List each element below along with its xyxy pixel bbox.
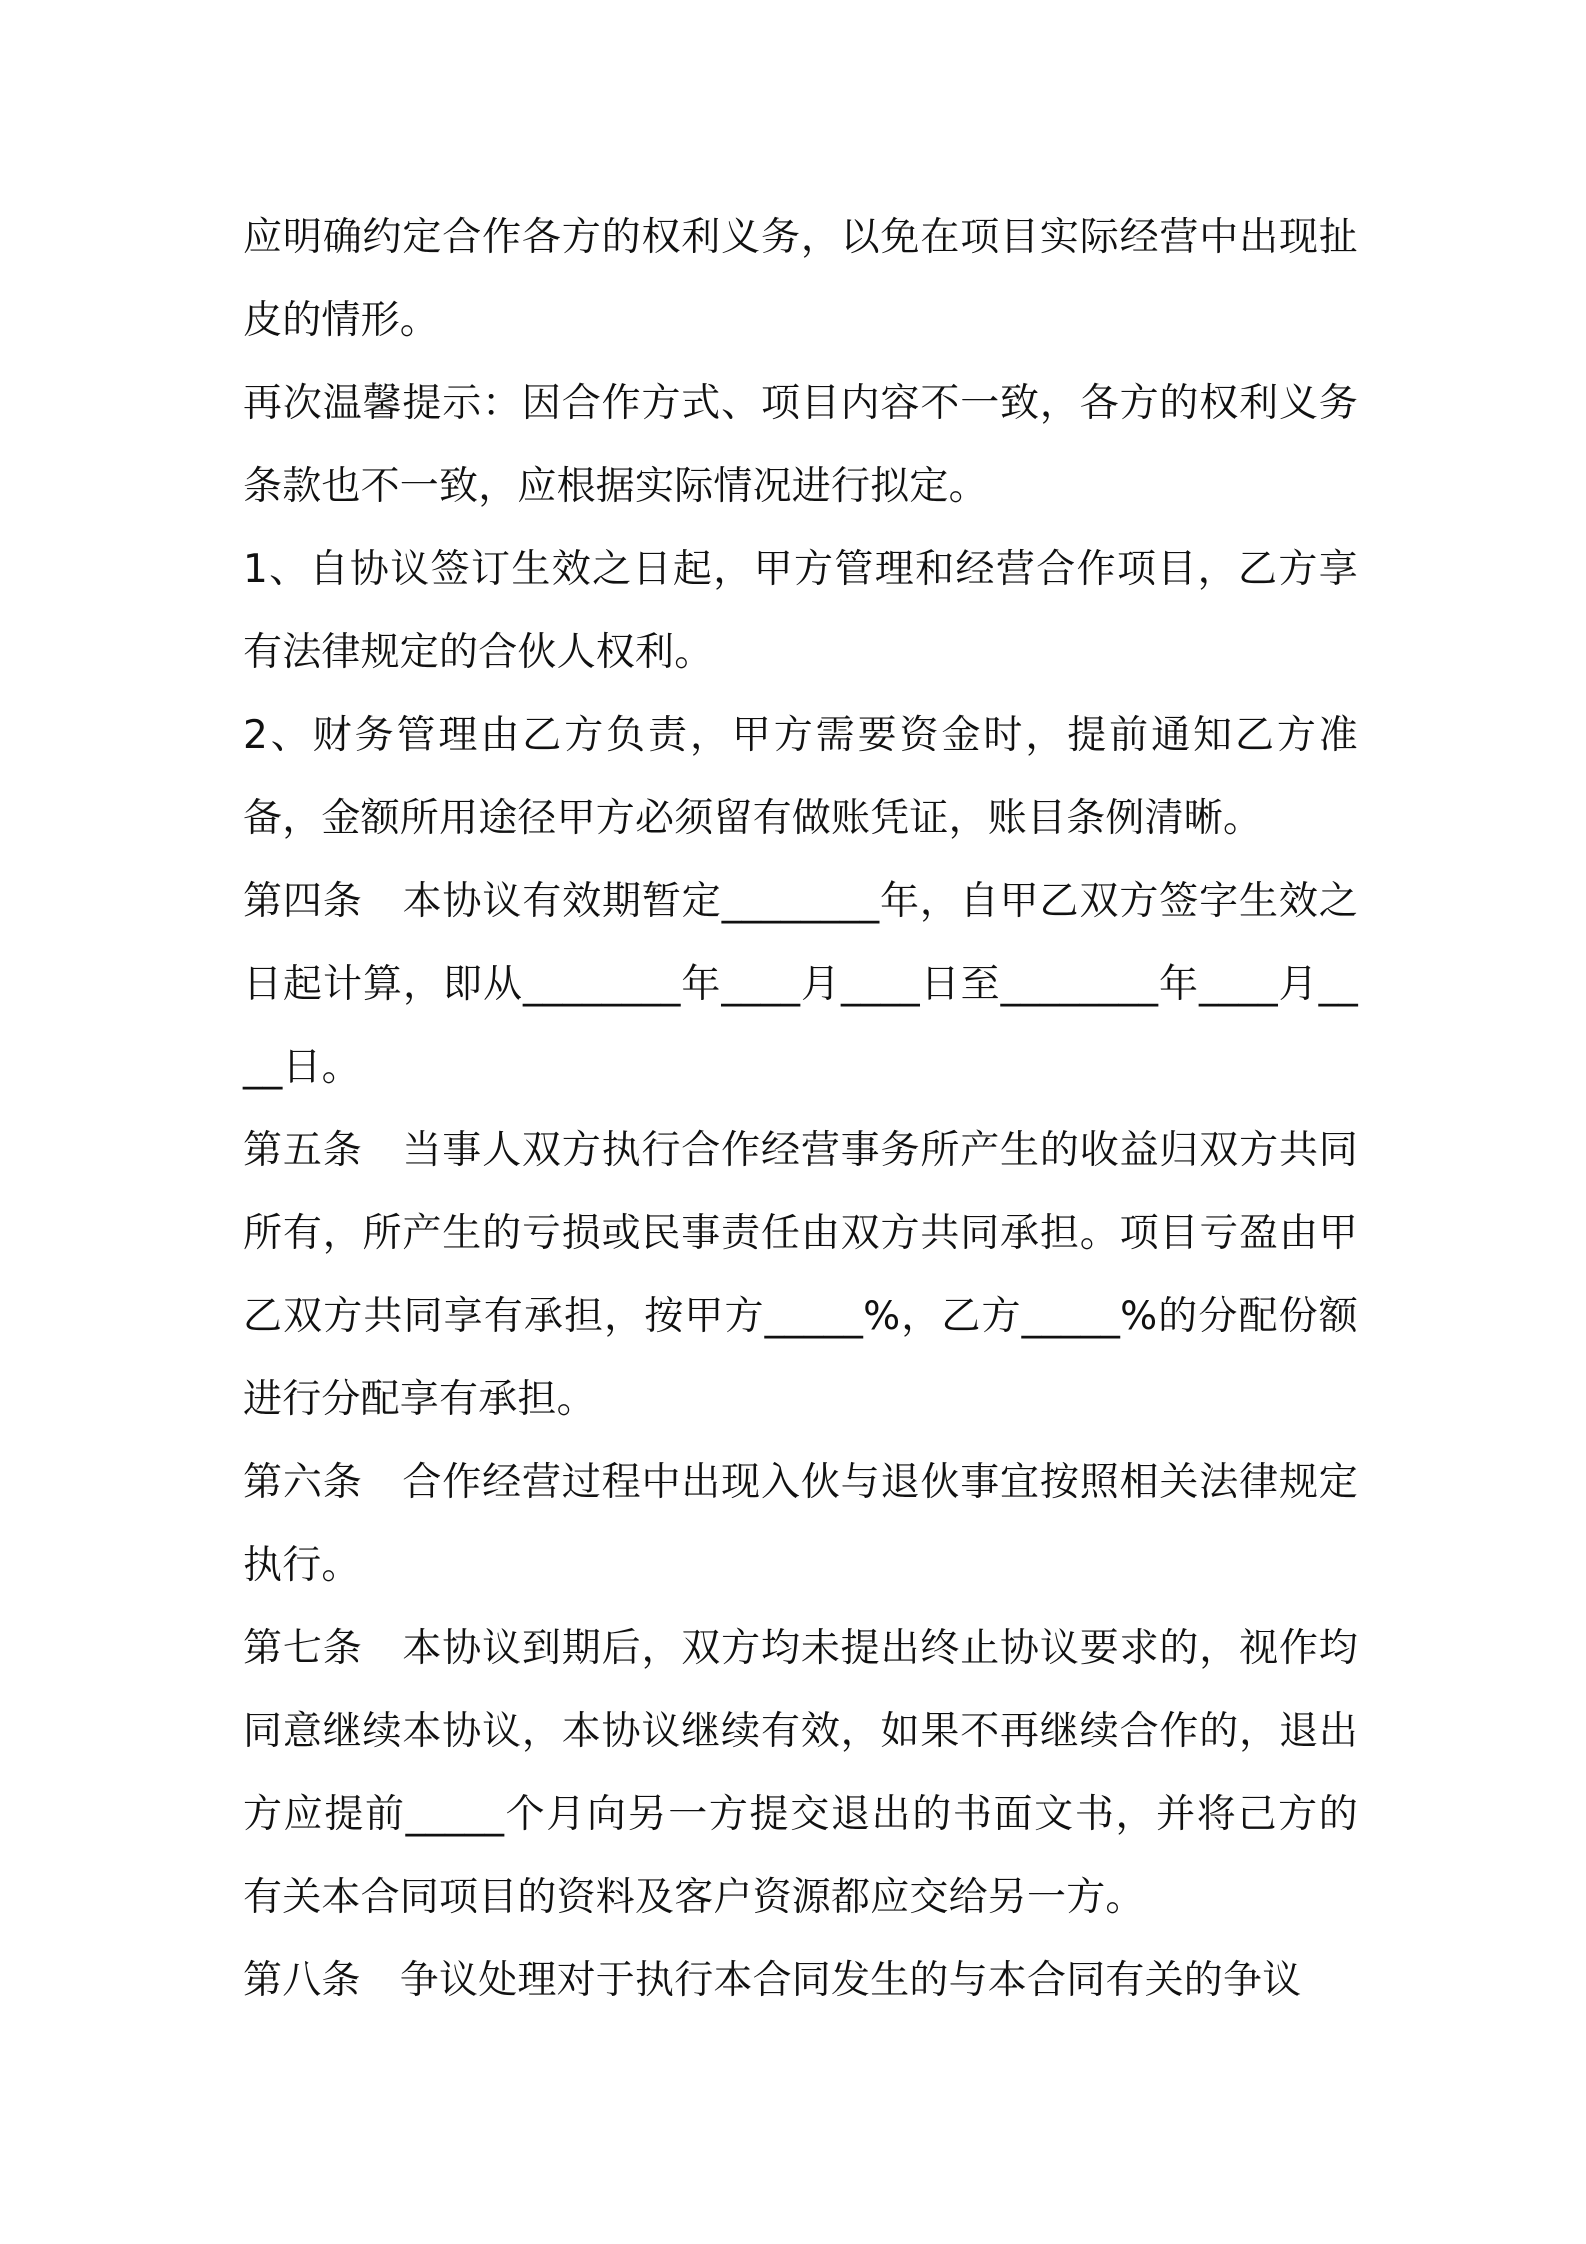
paragraph-article-4: 第四条 本协议有效期暂定________年，自甲乙双方签字生效之日起计算，即从________年____月____日至________年____月____日。 [243, 879, 1358, 1090]
paragraph-article-6: 第六条 合作经营过程中出现入伙与退伙事宜按照相关法律规定执行。 [243, 1460, 1358, 1588]
paragraph-article-7: 第七条 本协议到期后，双方均未提出终止协议要求的，视作均同意继续本协议，本协议继续有效，如果不再继续合作的，退出方应提前_____个月向另一方提交退出的书面文书，并将己方的有关本合同项目的资料及客户资源都应交给另一方。 [243, 1626, 1358, 1920]
paragraph-article-5: 第五条 当事人双方执行合作经营事务所产生的收益归双方共同所有，所产生的亏损或民事责任由双方共同承担。项目亏盈由甲乙双方共同享有承担，按甲方_____%，乙方_____%的分配份额进行分配享有承担。 [243, 1128, 1358, 1422]
paragraph-reminder: 再次温馨提示：因合作方式、项目内容不一致，各方的权利义务条款也不一致，应根据实际情况进行拟定。 [243, 381, 1358, 509]
paragraph-rights-obligations: 应明确约定合作各方的权利义务，以免在项目实际经营中出现扯皮的情形。 [243, 215, 1358, 343]
paragraph-clause-1: 1、自协议签订生效之日起，甲方管理和经营合作项目，乙方享有法律规定的合伙人权利。 [243, 547, 1358, 675]
document-body [243, 196, 1358, 2022]
paragraph-clause-2: 2、财务管理由乙方负责，甲方需要资金时，提前通知乙方准备，金额所用途径甲方必须留有做账凭证，账目条例清晰。 [243, 713, 1358, 841]
paragraph-article-8: 第八条 争议处理对于执行本合同发生的与本合同有关的争议 [243, 1958, 1302, 2003]
